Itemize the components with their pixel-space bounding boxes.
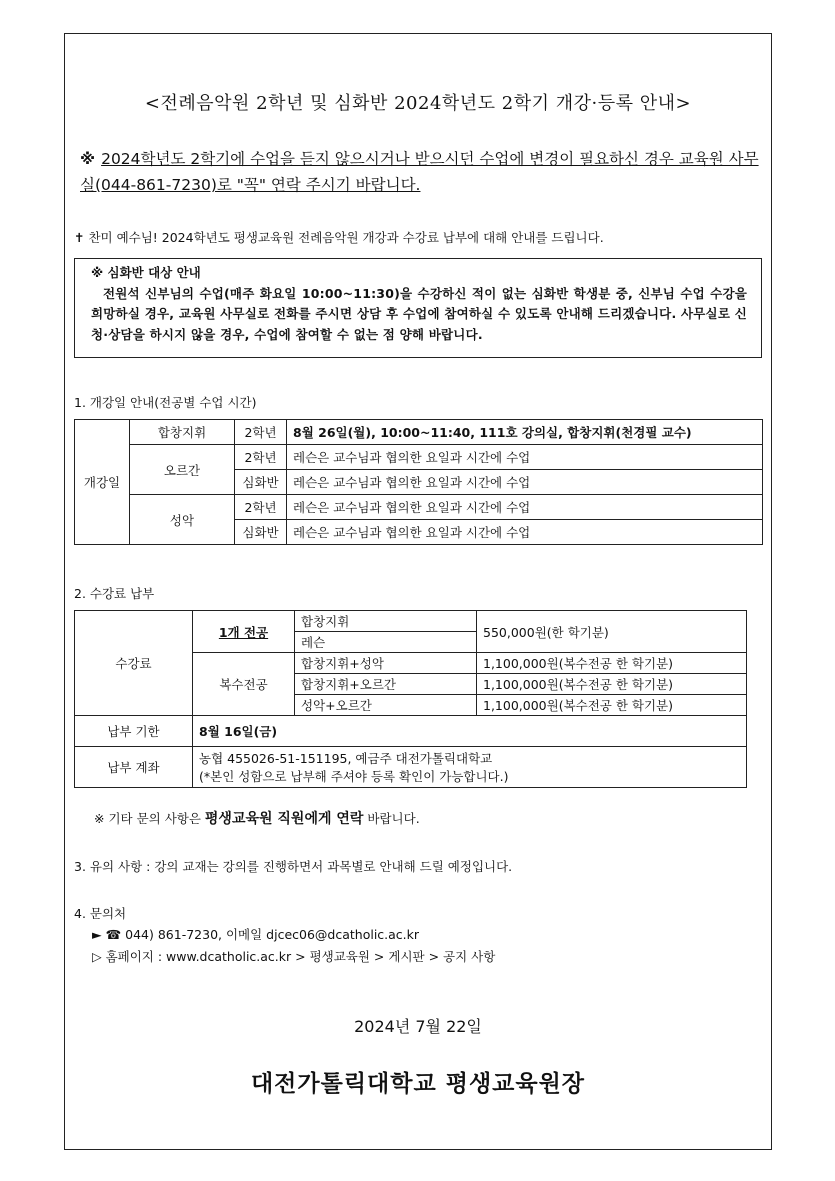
fee-table: [74, 610, 747, 788]
fee-label: 수강료: [75, 611, 193, 716]
table-row: [75, 495, 763, 520]
single-major-label: 1개 전공: [193, 611, 295, 653]
table-row: [75, 420, 763, 445]
deadline-value: 8월 16일(금): [193, 716, 747, 747]
section1-heading: 1. 개강일 안내(전공별 수업 시간): [74, 395, 257, 410]
account-note: (*본인 성함으로 납부해 주셔야 등록 확인이 가능합니다.): [199, 769, 509, 784]
account-number: 농협 455026-51-151195, 예금주 대전가톨릭대학교: [199, 751, 493, 766]
page-border: [64, 33, 772, 1150]
major-voice: 성악: [130, 495, 235, 545]
note-emphasis: 평생교육원 직원에게 연락: [204, 811, 364, 827]
homepage-line: ▷ 홈페이지 : www.dcatholic.ac.kr > 평생교육원 > 게시판 > 공지 사항: [92, 949, 496, 964]
other-inquiry-note: [94, 808, 420, 828]
notice-mark: ※: [80, 150, 96, 168]
page-title: <전례음악원 2학년 및 심화반 2024학년도 2학기 개강·등록 안내>: [144, 93, 692, 114]
fee-price: 1,100,000원(복수전공 한 학기분): [477, 674, 747, 695]
fee-item: 성악+오르간: [295, 695, 477, 716]
account-value: [193, 747, 747, 788]
grade-cell: 2학년: [235, 495, 287, 520]
schedule-row-label: 개강일: [75, 420, 130, 545]
section4-heading: 4. 문의처: [74, 906, 127, 921]
account-label: 납부 계좌: [75, 747, 193, 788]
issue-date: 2024년 7월 22일: [354, 1017, 482, 1036]
advanced-class-box: [74, 258, 762, 358]
advanced-box-body: 전원석 신부님의 수업(매주 화요일 10:00~11:30)을 수강하신 적이 없는 심화반 학생분 중, 신부님 수업 수강을 희망하실 경우, 교육원 사무실로 전화를 주시면 상담 후 수업에 참여하실 수 있도록 안내해 드리겠습니다. 사무실로 신청·상담을 하시지 않을 경우, 수업에 참여할 수 없는 점 양해 바랍니다.: [91, 285, 747, 342]
grade-cell: 심화반: [235, 520, 287, 545]
schedule-info: 레슨은 교수님과 협의한 요일과 시간에 수업: [287, 470, 763, 495]
fee-item: 합창지휘+성악: [295, 653, 477, 674]
fee-price: 1,100,000원(복수전공 한 학기분): [477, 653, 747, 674]
fee-item: 합창지휘+오르간: [295, 674, 477, 695]
schedule-info: 레슨은 교수님과 협의한 요일과 시간에 수업: [287, 520, 763, 545]
deadline-label: 납부 기한: [75, 716, 193, 747]
schedule-table: [74, 419, 763, 545]
major-conducting: 합창지휘: [130, 420, 235, 445]
conducting-schedule: 8월 26일(월), 10:00~11:40, 111호 강의실, 합창지휘(천경필 교수): [287, 420, 763, 445]
section3-caution: 3. 유의 사항 : 강의 교재는 강의를 진행하면서 과목별로 안내해 드릴 예정입니다.: [74, 859, 513, 874]
grade-cell: 2학년: [235, 420, 287, 445]
section2-heading: 2. 수강료 납부: [74, 586, 155, 601]
table-row: [75, 611, 747, 632]
important-notice: [80, 146, 760, 198]
major-organ: 오르간: [130, 445, 235, 495]
grade-cell: 2학년: [235, 445, 287, 470]
note-suffix: 바랍니다.: [363, 811, 420, 826]
single-major-price: 550,000원(한 학기분): [477, 611, 747, 653]
contact-line: ► ☎ 044) 861-7230, 이메일 djcec06@dcatholic.ac.kr: [92, 927, 420, 942]
table-row: [75, 747, 747, 788]
notice-text: 2024학년도 2학기에 수업을 듣지 않으시거나 받으시던 수업에 변경이 필요하신 경우 교육원 사무실(044-861-7230)로 "꼭" 연락 주시기 바랍니다.: [80, 150, 759, 194]
fee-price: 1,100,000원(복수전공 한 학기분): [477, 695, 747, 716]
fee-item: 합창지휘: [295, 611, 477, 632]
schedule-info: 레슨은 교수님과 협의한 요일과 시간에 수업: [287, 445, 763, 470]
greeting: ✝ 찬미 예수님! 2024학년도 평생교육원 전례음악원 개강과 수강료 납부에 대해 안내를 드립니다.: [74, 230, 604, 245]
signature: 대전가톨릭대학교 평생교육원장: [250, 1071, 586, 1097]
advanced-box-heading: ※ 심화반 대상 안내: [91, 265, 201, 280]
schedule-info: 레슨은 교수님과 협의한 요일과 시간에 수업: [287, 495, 763, 520]
note-prefix: ※ 기타 문의 사항은: [94, 811, 205, 826]
fee-item: 레슨: [295, 632, 477, 653]
grade-cell: 심화반: [235, 470, 287, 495]
double-major-label: 복수전공: [193, 653, 295, 716]
table-row: [75, 716, 747, 747]
table-row: [75, 445, 763, 470]
